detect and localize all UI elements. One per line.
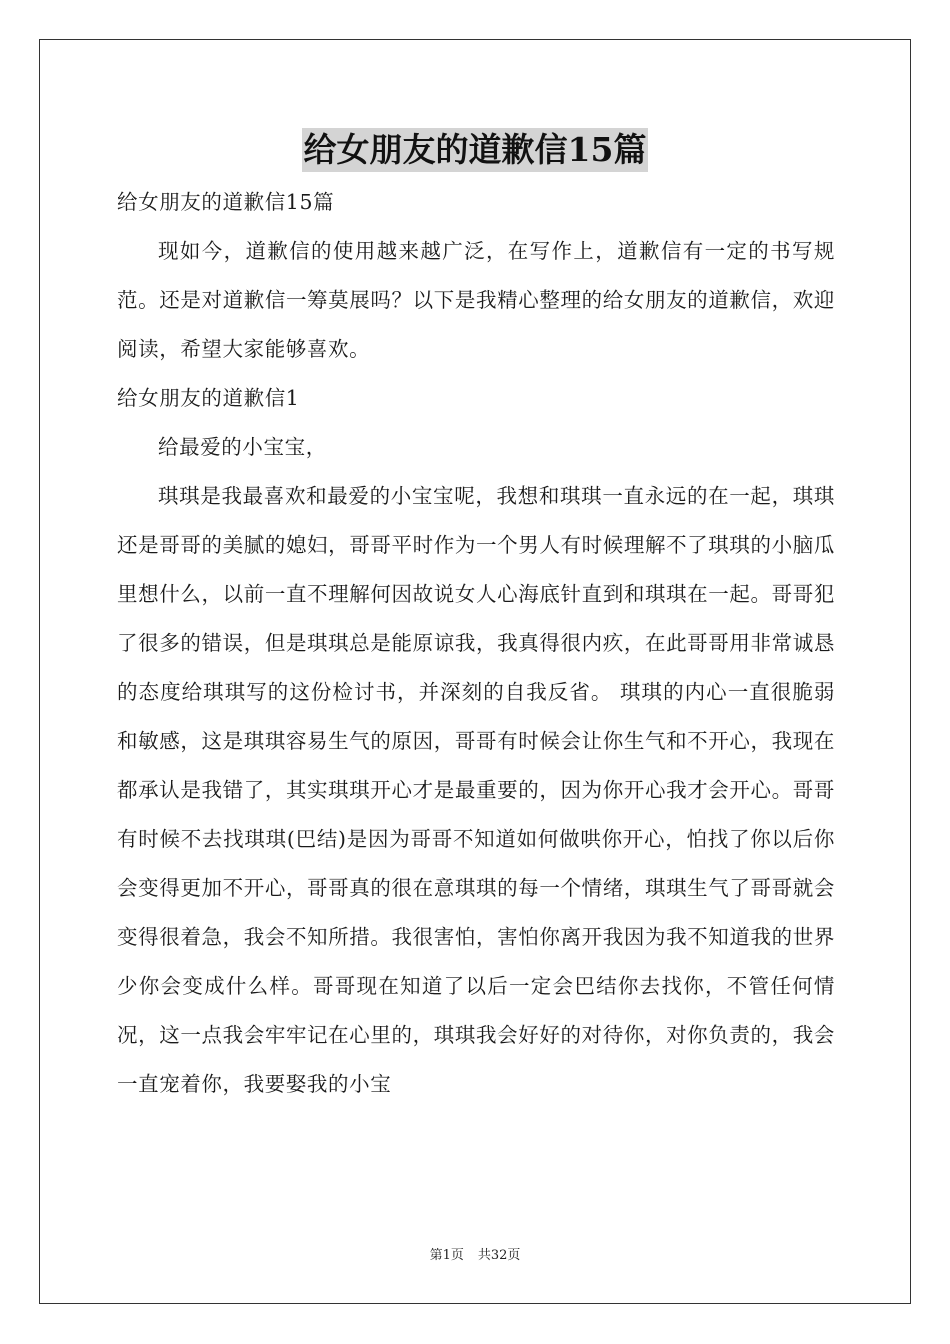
page-number: 第1页	[429, 1248, 464, 1263]
page-total: 共32页	[477, 1248, 521, 1263]
body-paragraph: 给女朋友的道歉信15篇	[117, 190, 335, 214]
page-footer	[0, 1246, 950, 1266]
body-paragraph: 现如今，道歉信的使用越来越广泛，在写作上，道歉信有一定的书写规范。还是对道歉信一筹莫展吗？以下是我精心整理的给女朋友的道歉信，欢迎阅读，希望大家能够喜欢。	[117, 239, 835, 361]
body-paragraph: 给女朋友的道歉信1	[117, 386, 300, 410]
body-paragraph: 琪琪是我最喜欢和最爱的小宝宝呢，我想和琪琪一直永远的在一起，琪琪还是哥哥的美腻的媳妇，哥哥平时作为一个男人有时候理解不了琪琪的小脑瓜里想什么，以前一直不理解何因故说女人心海底针直到和琪琪在一起。哥哥犯了很多的错误，但是琪琪总是能原谅我，我真得很内疚，在此哥哥用非常诚恳的态度给琪琪写的这份检讨书，并深刻的自我反省。 琪琪的内心一直很脆弱和敏感，这是琪琪容易生气的原因，哥哥有时候会让你生气和不开心，我现在都承认是我错了，其实琪琪开心才是最重要的，因为你开心我才会开心。哥哥有时候不去找琪琪(巴结)是因为哥哥不知道如何做哄你开心，怕找了你以后你会变得更加不开心，哥哥真的很在意琪琪的每一个情绪，琪琪生气了哥哥就会变得很着急，我会不知所措。我很害怕，害怕你离开我因为我不知道我的世界少你会变成什么样。哥哥现在知道了以后一定会巴结你去找你，不管任何情况，这一点我会牢牢记在心里的，琪琪我会好好的对待你，对你负责的，我会一直宠着你，我要娶我的小宝	[117, 484, 835, 1096]
document-title: 给女朋友的道歉信15篇	[302, 128, 649, 172]
body-paragraph: 给最爱的小宝宝，	[158, 435, 327, 459]
document-body	[117, 178, 835, 1109]
title-area	[0, 128, 950, 172]
